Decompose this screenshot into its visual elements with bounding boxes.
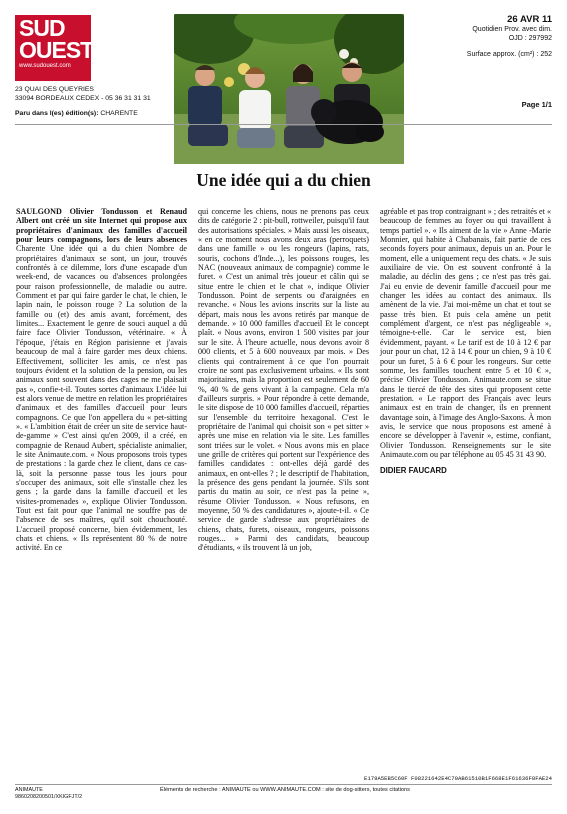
article-lead: SAULGOND Olivier Tondusson et Renaud Albert ont créé un site Internet qui propose aux propriétaires d'animaux des familles d'accueil pour leurs compagnons, lors de leurs absences	[16, 207, 187, 245]
press-metadata	[467, 15, 552, 59]
article-column-3	[380, 207, 551, 553]
periodicity: Quotidien Prov. avec dim.	[472, 26, 552, 33]
article-column-2	[198, 207, 369, 553]
sud-ouest-logo	[15, 15, 94, 81]
article-body	[16, 207, 553, 553]
column-2-text: qui concerne les chiens, nous ne prenons pas ceux dits de catégorie 2 : pit-bull, rottweiler, puisqu'il faut des autorisations spéciales. » Mais aussi les oiseaux, « en ce moment nous avons deux aras (perroquets) dans une famille » ou les rongeurs (lapins, rats, souris, cochons d'Inde...), les poissons rouges, les NAC (nouveaux animaux de compagnie) comme le furet. « C'est un animal très joueur et câlin qui se situe entre le chien et le chat », indique Olivier Tondusson. Point de serpents ou d'araignées en revanche. « Nous les avions inscrits sur la liste au départ, mais nous les avons retirés par manque de demande. » 10 000 familles d'accueil Et le concept plaît. « Nous avons, environ 1 500 visites par jour sur le site. À l'heure actuelle, nous devons avoir 8 000 clients, et 5 à 600 nouveaux par mois. » Des clients qui contrairement à ce que l'on pourrait croire ne sont pas exclusivement urbains. « Ils sont majoritaires, mais la proportion est seulement de 60 %, 40 % de gens vivant à la campagne. Cela m'a d'ailleurs surpris. » Pour répondre à cette demande, le site dispose de 10 000 familles d'accueil, réparties sur l'ensemble du territoire hexagonal. C'est le propriétaire de l'animal qui choisit son « pet sitter » après une mise en relation via le site. Les familles sont triées sur le volet. « Nous avons mis en place une grille de critères qui portent sur l'expérience des familles candidates : ont-elles déjà gardé des animaux, en ont-elles ? ; le descriptif de l'habitation, la présence des gens pendant la journée. S'ils sont partis du matin au soir, ce n'est pas la peine », résume Olivier Tondusson. « Nous refusons, en moyenne, 50 % des candidatures », ajoute-t-il. « Ce service de garde s'adresse aux propriétaires de chiens, chats, furets, oiseaux, rongeurs, poissons rouges... » Parmi des candidats, beaucoup d'étudiants, « ils trouvent là un job,	[198, 207, 369, 553]
logo-url: www.sudouest.com	[19, 62, 71, 69]
header-divider	[15, 124, 552, 125]
client-reference	[15, 787, 82, 801]
publication-date: 26 AVR 11	[507, 14, 552, 25]
logo-line-1: SUD	[19, 15, 65, 41]
article-headline: Une idée qui a du chien	[196, 170, 371, 190]
surface-area: Surface approx. (cm²) : 252	[466, 51, 552, 58]
edition-name: CHARENTE	[100, 110, 138, 117]
author-byline: DIDIER FAUCARD	[380, 466, 447, 476]
column-1-text: Charente Une idée qui a du chien Nombre de propriétaires d'animaux se sont, un jour, trouvés confrontés à ce dilemme, lors d'une escapade d'un week-end, de vacances ou d'absences prolongées pour raison professionnelle, de maladie ou autre. Comment et par qui faire garder le chat, le chien, le lapin nain, le poisson rouge ? La solution de la famille ou (et) des amis avant, forcément, des limites... Exactement le genre de souci auquel a dû faire face Olivier Tondusson, vétérinaire. « À l'époque, j'étais en Région parisienne et j'avais beaucoup de mal à faire garder mes deux chiens. Effectivement, solliciter les amis, ce n'est pas toujours évident et la solution de la pension, ou les animaux sont souvent dans des cages ne me plaisait pas », confie-t-il. Toutes sortes d'animaux L'idée lui est alors venue de mettre en relation les propriétaires d'animaux et des familles d'accueil pour leurs compagnons. Ce que l'on appellera du « pet-sitting ». « L'ambition était de créer un site de service haut-de-gamme » C'est ainsi qu'en 2009, il a créé, en compagnie de Renaud Aubert, spécialiste animalier, le site Animaute.com. « Nous proposons trois types de prestations : la garde chez le client, dans ce cas-là, soit la personne passe tous les jours pour s'occuper des animaux, soit elle s'installe chez les gens ; la garde dans la famille d'accueil et les visites-promenades », explique Olivier Tondusson. Tout est fait pour que l'animal ne souffre pas de l'absence de ses maîtres, qu'il soit chouchouté. L'accueil proposé concerne, bien évidemment, les chats et chiens. « Ils représentent 80 % de notre activité. En ce	[16, 244, 187, 553]
search-elements: Éléments de recherche : ANIMAUTE ou WWW.ANIMAUTE.COM : site de dog-sitters, toutes citations	[160, 787, 410, 793]
client-name: ANIMAUTE	[15, 787, 43, 793]
publisher-address	[15, 85, 151, 103]
article-photo	[174, 14, 404, 164]
client-code: 9860208200501/XKIGFJT/2	[15, 794, 83, 800]
address-line-2: 33094 BORDEAUX CEDEX - 05 36 31 31 31	[15, 95, 151, 102]
footer-divider	[15, 784, 552, 785]
paru-label: Paru dans l(es) édition(s):	[15, 110, 99, 117]
address-line-1: 23 QUAI DES QUEYRIES	[15, 86, 94, 93]
logo-line-2: OUEST	[19, 36, 94, 63]
page-number: Page 1/1	[521, 100, 552, 109]
column-3-text: agréable et pas trop contraignant » ; des retraités et « beaucoup de femmes au foyer ou qui travaillent à temps partiel ». « Ils aiment de la vie » Anne -Marie Monnier, qui habite à Chabanais, fait partie de ces seconds foyers pour animaux, depuis un an. Pour le moment, elle a uniquement reçu des chats. « Je suis auxiliaire de vie. On est souvent confronté à la maladie, au déclin des gens ; ce n'est pas très gai. J'ai eu envie de devenir famille d'accueil pour me changer les idées au contact des animaux. Ils amènent de la vie. J'ai moi-même un chat et tout se passe très bien. Et puis cela amène un petit complément d'argent, ce n'est pas négligeable », témoigne-t-elle. Car le service est, bien évidemment, payant. « Le tarif est de 10 à 12 € par jour pour un chat, 12 à 14 € pour un chien, 9 à 10 € pour un furet, 5 à 6 € pour les rongeurs. Sur cette somme, les familles touchent entre 5 et 10 € », précise Olivier Tondusson. Animaute.com se situe dans le tiercé de tête des sites qui proposent cette prestation. « Le rapport des Français avec leurs animaux est en train de changer, ils en prennent davantage soin, à l'image des Anglo-Saxons. À mon avis, le service que nous proposons est amené à encore se développer à l'avenir », estime, confiant, Olivier Tondusson. Renseignements sur le site Animaute.com ou par téléphone au 05 45 31 43 90.	[380, 207, 551, 459]
edition-line	[15, 110, 138, 117]
document-hash: E179A5EB5C60F F08221642E4C70AB61510B1F668E1F61636F8FAE24	[364, 775, 552, 782]
ojd-count: OJD : 297992	[508, 35, 552, 42]
article-column-1	[16, 207, 187, 553]
